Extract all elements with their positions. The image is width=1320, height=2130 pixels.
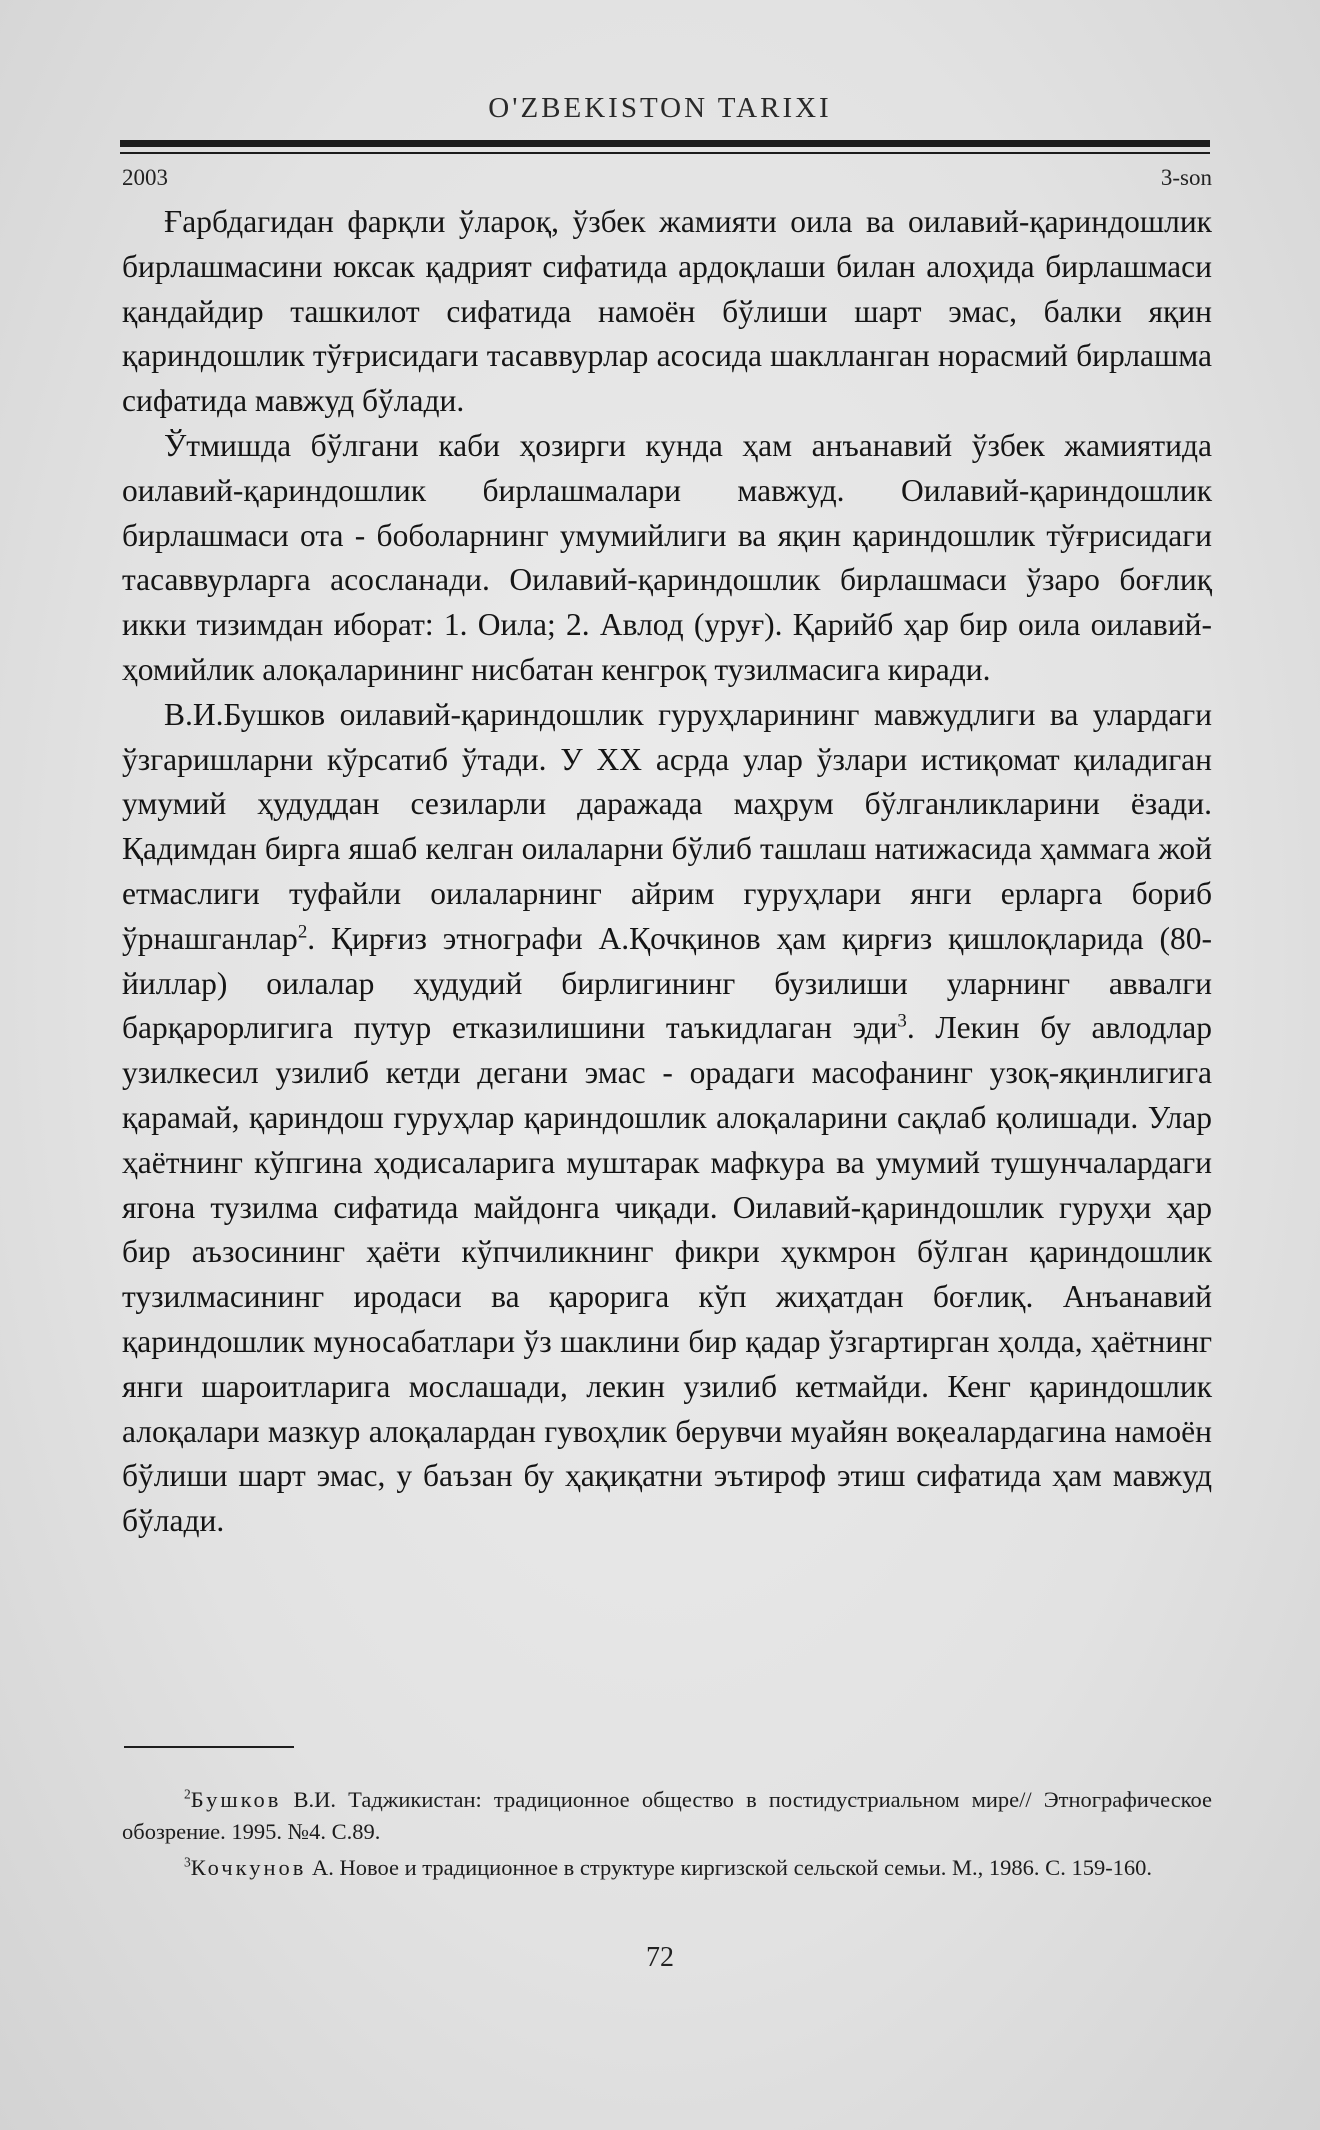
footnote-2-text: В.И. Таджикистан: традиционное общество в постидустриальном мире// Этнографическое обозрение. 1995. №4. С.89. [122,1787,1212,1844]
article-body [122,200,1212,1544]
paragraph-3-text-2: . Қирғиз этнографи А.Қочқинов ҳам қирғиз қишлоқларида (80-йиллар) оилалар ҳудудий бирлигининг бузилиши уларнинг аввалги барқарорлигига путур етказилишини таъкидлаган эди [122,920,1212,1046]
footnote-3-text: А. Новое и традиционное в структуре киргизской сельской семьи. М., 1986. С. 159-160. [306,1855,1153,1880]
paragraph-2: Ўтмишда бўлгани каби ҳозирги кунда ҳам анъанавий ўзбек жамиятида оилавий-қариндошлик бирлашмалари мавжуд. Оилавий-қариндошлик бирлашмаси ота - боболарнинг умумийлиги ва яқин қариндошлик тўғрисидаги тасаввурларга асосланади. Оилавий-қариндошлик бирлашмаси ўзаро боғлиқ икки тизимдан иборат: 1. Оила; 2. Авлод (уруғ). Қарийб ҳар бир оила оилавий-ҳомийлик алоқаларининг нисбатан кенгроқ тузилмасига киради. [122,427,1212,687]
footnotes [122,1784,1212,1888]
paragraph-3 [122,693,1212,1544]
footnote-ref-2[interactable]: 2 [297,921,308,943]
footnote-2-number: 2 [184,1786,191,1802]
footnote-2-author: Бушков [190,1787,282,1812]
header-rule-thick [120,140,1210,147]
footnote-ref-3[interactable]: 3 [897,1010,907,1032]
issue-year: 2003 [122,165,168,190]
paragraph-3-text-3: . Лекин бу авлодлар узилкесил узилиб кетди дегани эмас - орадаги масофанинг узоқ-яқинлигига қарамай, қариндош гуруҳлар қариндошлик алоқаларини сақлаб қолишади. Улар ҳаётнинг кўпгина ҳодисаларига муштарак мафкура ва умумий тушунчалардаги ягона тузилма сифатида майдонга чиқади. Оилавий-қариндошлик гуруҳи ҳар бир аъзосининг ҳаёти кўпчиликнинг фикри ҳукмрон бўлган қариндошлик тузилмасининг иродаси ва қарорига кўп жиҳатдан боғлиқ. Анъанавий қариндошлик муносабатлари ўз шаклини бир қадар ўзгартирган ҳолда, ҳаётнинг янги шароитларига мослашади, лекин узилиб кетмайди. Кенг қариндошлик алоқалари мазкур алоқалардан гувоҳлик берувчи муайян воқеалардагина намоён бўлиши шарт эмас, у баъзан бу ҳақиқатни эътироф этиш сифатида ҳам мавжуд бўлади. [122,1010,1212,1539]
paragraph-1: Ғарбдагидан фарқли ўлароқ, ўзбек жамияти оила ва оилавий-қариндошлик бирлашмасини юксак қадрият сифатида ардоқлаши билан алоҳида бирлашмаси қандайдир ташкилот сифатида намоён бўлиши шарт эмас, балки яқин қариндошлик тўғрисидаги тасаввурлар асосида шаклланган норасмий бирлашма сифатида мавжуд бўлади. [122,204,1212,419]
journal-title: O'ZBEKISTON TARIXI [488,92,832,124]
page-number: 72 [646,1942,674,1973]
header-rule-thin [120,152,1210,154]
footnote-3-number: 3 [184,1854,191,1870]
footnote-3-author: Кочкунов [190,1855,307,1880]
footnote-separator [124,1746,294,1748]
footnote-2 [122,1784,1212,1848]
paragraph-3-text-1: В.И.Бушков оилавий-қариндошлик гуруҳларининг мавжудлиги ва улардаги ўзгаришларни кўрсатиб ўтади. У XX асрда улар ўзлари истиқомат қиладиган умумий ҳудуддан сезиларли даражада маҳрум бўлганликларини ёзади. Қадимдан бирга яшаб келган оилаларни бўлиб ташлаш натижасида ҳаммага жой етмаслиги туфайли оилаларнинг айрим гуруҳлари янги ерларга бориб ўрнашганлар [122,696,1212,956]
issue-number: 3-son [1160,165,1212,190]
footnote-3 [122,1852,1212,1884]
